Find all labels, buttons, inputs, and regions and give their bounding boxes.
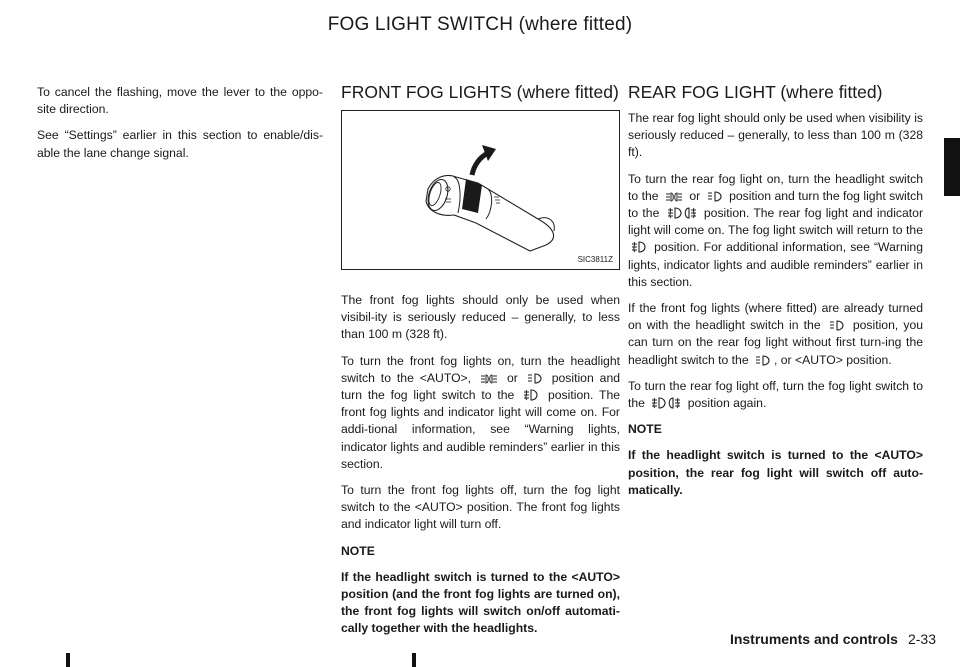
front-fog-icon bbox=[631, 241, 647, 253]
section-tab-marker bbox=[944, 138, 960, 196]
rear-fog-on-instructions: To turn the rear fog light on, turn the headlight switch to the or position and turn the fog light switch to the position. The rear fog light and indicator light will come on. The fog light switch will return to the position. For additional information, see “Warning lights, indicator lights and audible reminders” earlier in this section. bbox=[628, 171, 924, 289]
front-note-text: If the headlight switch is turned to the <AUTO> position (and the front fog lights are turned on), the front fog lights will switch on/off automati-cally together with the headlights. bbox=[341, 569, 620, 636]
rear-fog-section bbox=[628, 82, 923, 508]
fog-switch-figure bbox=[341, 110, 620, 270]
headlight-icon bbox=[829, 320, 845, 331]
headlight-icon bbox=[755, 355, 771, 366]
left-column bbox=[37, 84, 323, 171]
crop-mark bbox=[66, 653, 70, 667]
footer-section-name: Instruments and controls bbox=[729, 631, 898, 647]
cancel-flashing-paragraph: To cancel the flashing, move the lever to the oppo-site direction. bbox=[37, 85, 323, 117]
front-rear-fog-icon bbox=[651, 397, 681, 409]
front-fog-section bbox=[341, 82, 620, 647]
parking-light-icon bbox=[480, 374, 498, 384]
front-rear-fog-icon bbox=[667, 207, 697, 219]
front-fog-heading: FRONT FOG LIGHTS (where fitted) bbox=[341, 82, 619, 102]
page-footer bbox=[730, 631, 936, 647]
headlight-icon bbox=[527, 373, 543, 384]
page-title: FOG LIGHT SWITCH (where fitted) bbox=[327, 14, 633, 35]
rear-fog-off-instructions: To turn the rear fog light off, turn the fog light switch to the position again. bbox=[628, 378, 923, 411]
headlight-icon bbox=[707, 191, 723, 202]
figure-code: SIC3811Z bbox=[577, 255, 613, 264]
settings-paragraph: See “Settings” earlier in this section to enable/dis-able the lane change signal. bbox=[37, 128, 323, 160]
crop-mark bbox=[412, 653, 416, 667]
front-fog-icon bbox=[523, 389, 539, 401]
lever-illustration bbox=[342, 111, 619, 269]
rear-fog-heading: REAR FOG LIGHT (where fitted) bbox=[628, 82, 883, 102]
rear-fog-front-already-on: If the front fog lights (where fitted) are already turned on with the headlight switch in the position, you can turn on the rear fog light without first turn-ing the headlight switch to the , or <AUTO> position. bbox=[628, 301, 924, 367]
page-number: 2-33 bbox=[907, 631, 936, 647]
rear-fog-intro: The rear fog light should only be used when visibility is seriously reduced – generally, to less than 100 m (328 ft). bbox=[628, 111, 923, 160]
front-fog-off-instructions: To turn the front fog lights off, turn the fog light switch to the <AUTO> position. The front fog lights and indicator light will turn off. bbox=[341, 483, 620, 532]
front-fog-on-instructions: To turn the front fog lights on, turn the headlight switch to the <AUTO>, or position and turn the fog light switch to the position. The front fog lights and indicator light will come on. For addi-tional information, see “Warning lights, indicator lights and audible reminders” earlier in this section. bbox=[341, 353, 621, 471]
front-fog-intro: The front fog lights should only be used when visibil-ity is seriously reduced – generally, to less than 100 m (328 ft). bbox=[341, 293, 620, 342]
rear-note-label: NOTE bbox=[628, 422, 662, 437]
rear-note-text: If the headlight switch is turned to the <AUTO> position, the rear fog light will switch off auto-matically. bbox=[628, 448, 923, 497]
front-note-label: NOTE bbox=[341, 543, 375, 558]
parking-light-icon bbox=[665, 192, 683, 202]
